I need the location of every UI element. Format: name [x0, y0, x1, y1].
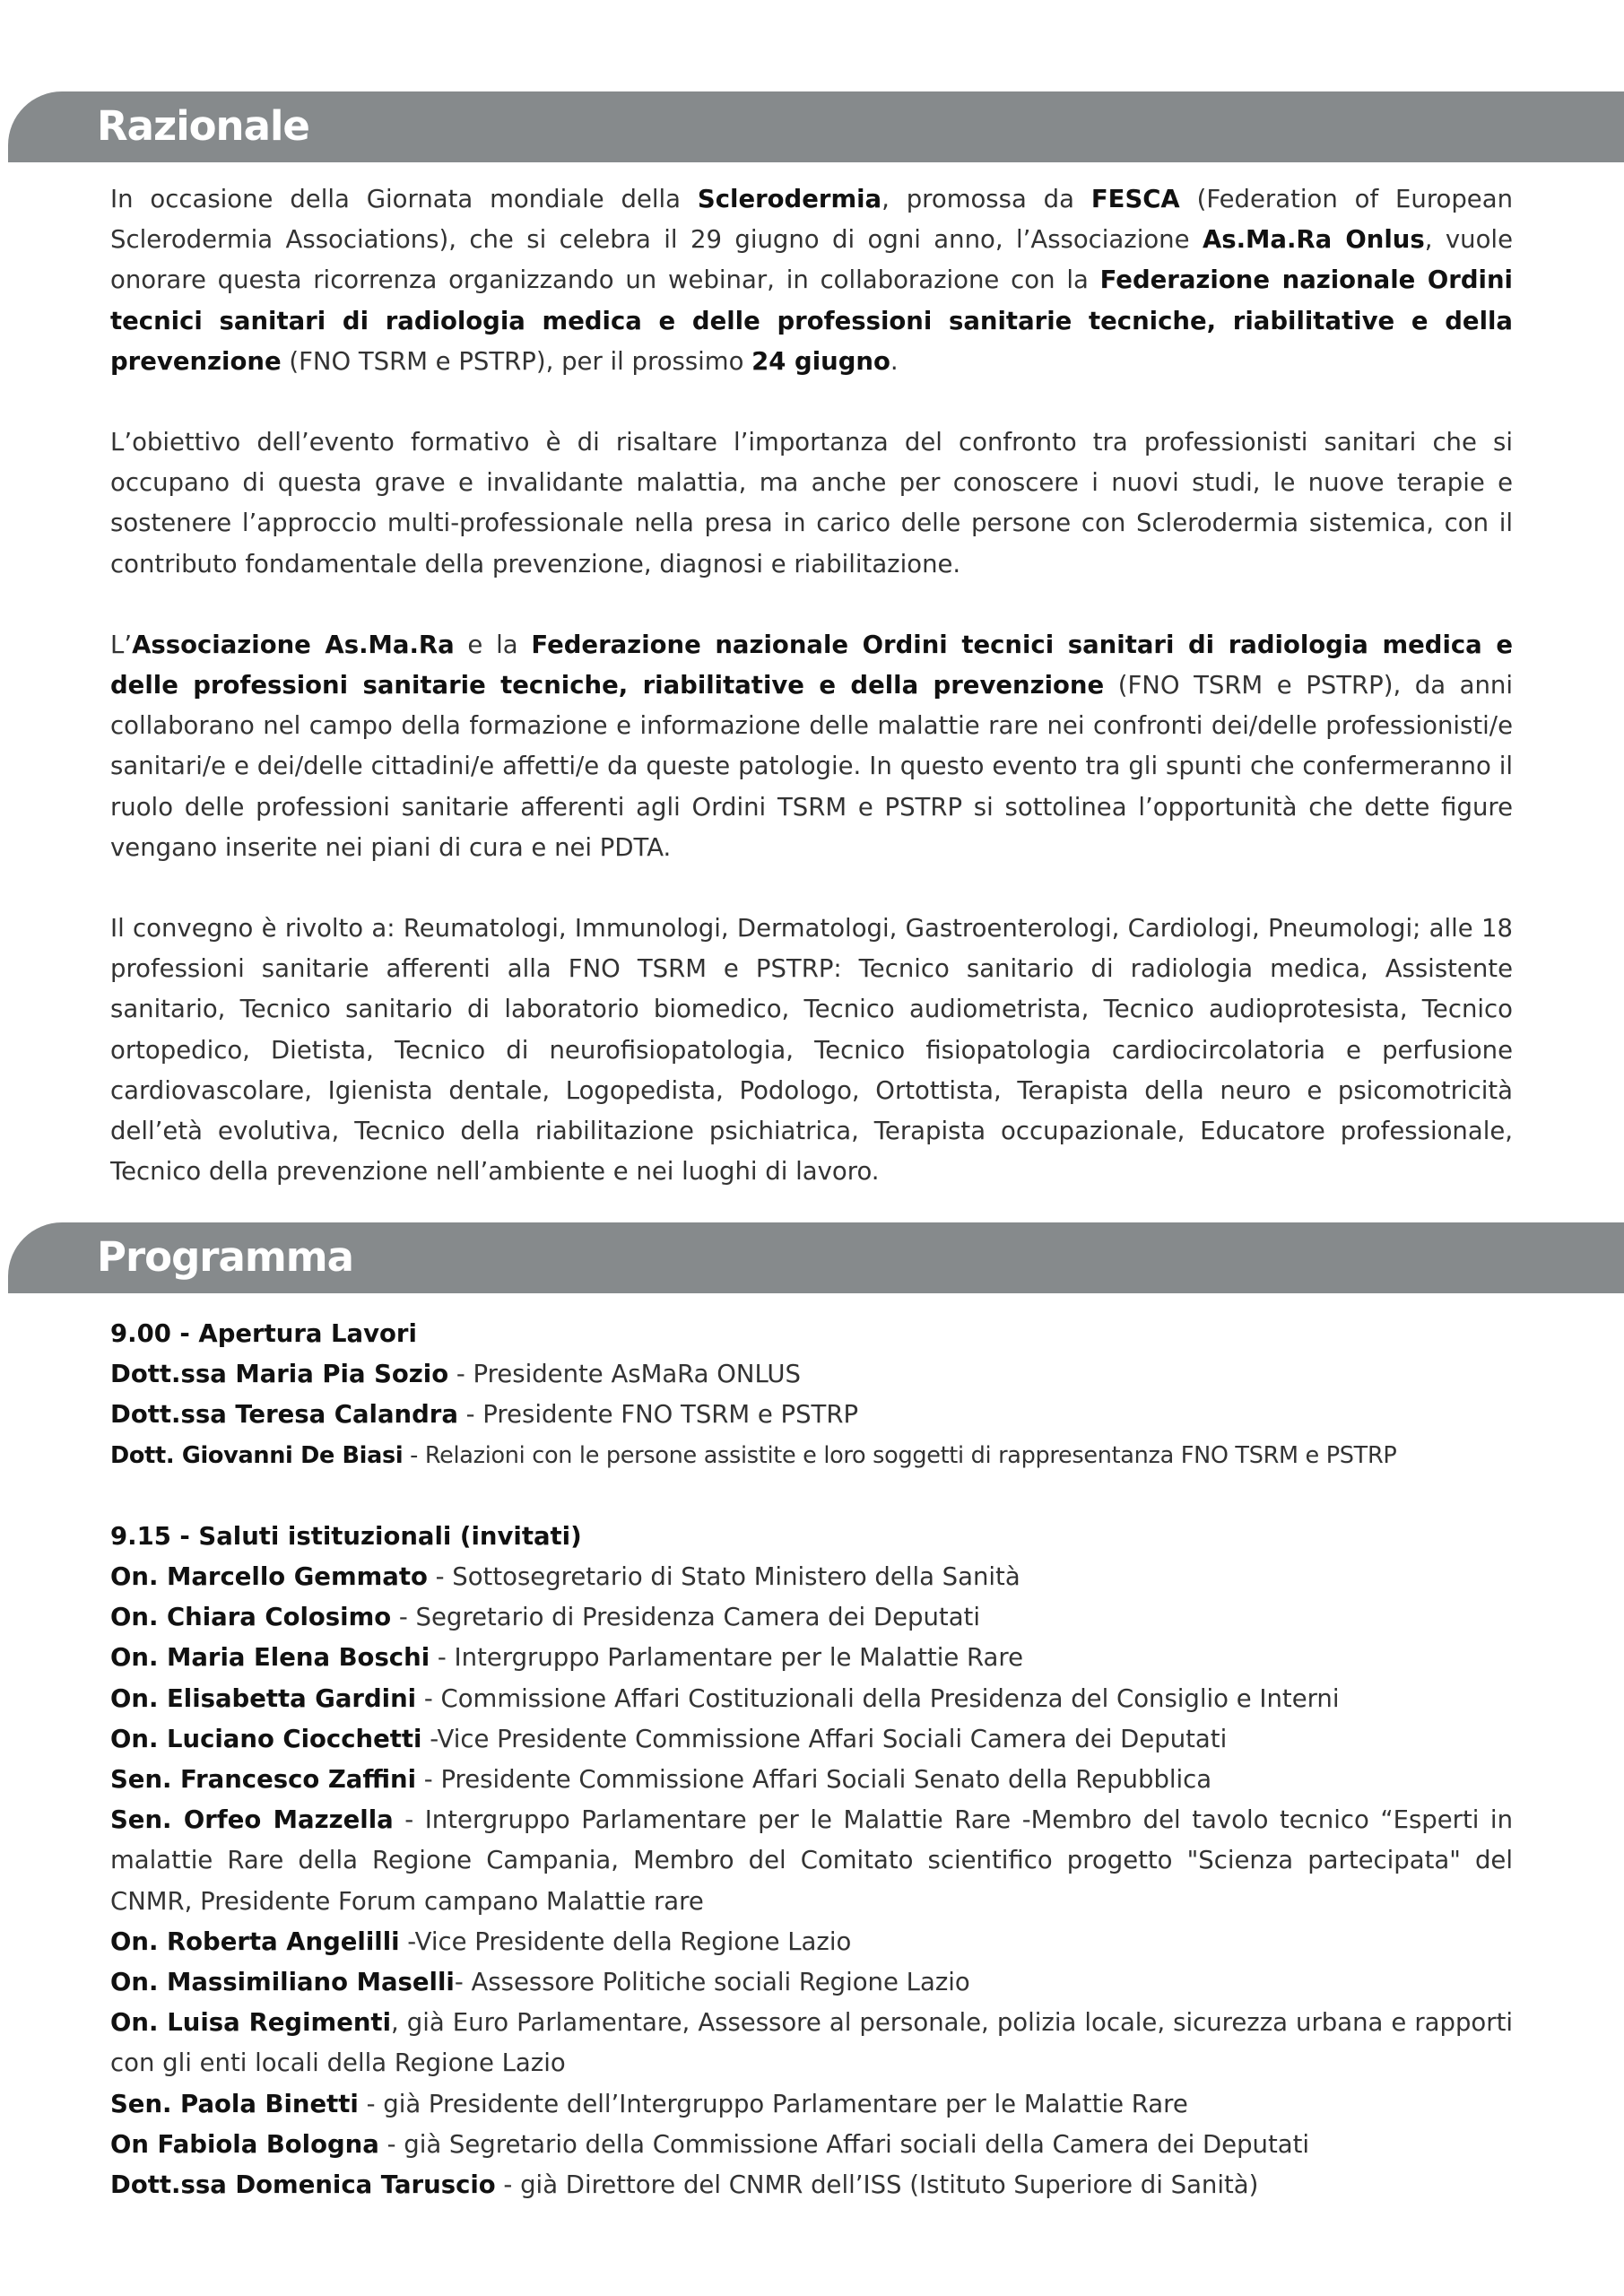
speaker-row [110, 1760, 1513, 1800]
programma-body [110, 1314, 1513, 2246]
speaker-name: Dott.ssa Teresa Calandra [110, 1400, 458, 1430]
speaker-name: On. Marcello Gemmato [110, 1562, 428, 1592]
speaker-name: On. Maria Elena Boschi [110, 1643, 430, 1673]
speaker-row [110, 1638, 1513, 1678]
speaker-role: - Relazioni con le persone assistite e loro soggetti di rappresentanza FNO TSRM e PSTRP [403, 1441, 1397, 1469]
speaker-role: - già Direttore del CNMR dell’ISS (Istituto Superiore di Sanità) [495, 2170, 1259, 2200]
speaker-row [110, 1597, 1513, 1638]
speaker-name: Dott.ssa Domenica Taruscio [110, 2170, 496, 2200]
speaker-name: On. Elisabetta Gardini [110, 1683, 417, 1713]
razionale-paragraph-2: L’obiettivo dell’evento formativo è di risaltare l’importanza del confronto tra professionisti sanitari che si occupano di questa grave e invalidante malattia, ma anche per conoscere i nuovi studi, le nuove terapie e sostenere l’approccio multi-professionale nella presa in carico delle persone con Sclerodermia sistemica, con il contributo fondamentale della prevenzione, diagnosi e riabilitazione. [110, 428, 1513, 578]
speaker-role: - Presidente FNO TSRM e PSTRP [457, 1400, 859, 1430]
razionale-body [110, 179, 1513, 1232]
speaker-role: -Vice Presidente Commissione Affari Sociali Camera dei Deputati [421, 1724, 1228, 1753]
speaker-role: - Intergruppo Parlamentare per le Malattie Rare [430, 1643, 1024, 1673]
speaker-name: Sen. Paola Binetti [110, 2089, 359, 2118]
speaker-row [110, 1962, 1513, 2003]
speaker-name: Dott. Giovanni De Biasi [110, 1441, 404, 1469]
speaker-row [110, 1719, 1513, 1760]
speaker-role: - Presidente Commissione Affari Sociali Senato della Repubblica [416, 1765, 1212, 1795]
speaker-name: Dott.ssa Maria Pia Sozio [110, 1360, 449, 1389]
speaker-row [110, 1557, 1513, 1597]
section-title-programma: Programma [97, 1233, 354, 1281]
speaker-name: Sen. Francesco Zaffini [110, 1765, 417, 1795]
text-run: In occasione della Giornata mondiale della [110, 185, 698, 213]
speaker-role: - Sottosegretario di Stato Ministero della Sanità [427, 1562, 1020, 1592]
bold-text-run: Federazione nazionale Ordini tecnici sanitari di radiologia medica e delle professioni sanitarie tecniche, riabilitative e della prevenzione [110, 630, 1513, 700]
razionale-paragraph-1 [110, 179, 1513, 382]
speaker-row [110, 1395, 1513, 1435]
bold-text-run: Associazione As.Ma.Ra [132, 630, 455, 659]
speaker-role: - Assessore Politiche sociali Regione Lazio [454, 1968, 970, 1997]
text-run: , promossa da [881, 185, 1091, 213]
speaker-role: , già Euro Parlamentare, Assessore al personale, polizia locale, sicurezza urbana e rapporti con gli enti locali della Regione Lazio [110, 2008, 1513, 2078]
section-banner-razionale [8, 91, 1624, 162]
text-run: L’ [110, 630, 133, 659]
speaker-name: On. Roberta Angelilli [110, 1926, 400, 1956]
text-run: . [890, 346, 899, 376]
session-time-title: 9.00 - Apertura Lavori [110, 1319, 417, 1348]
speaker-name: On. Luisa Regimenti [110, 2008, 391, 2038]
speaker-role: - Segretario di Presidenza Camera dei Deputati [391, 1603, 980, 1632]
session-time-title: 9.15 - Saluti istituzionali (invitati) [110, 1521, 582, 1551]
text-run: (FNO TSRM e PSTRP), per il prossimo [281, 346, 752, 376]
bold-text-run: 24 giugno [751, 346, 890, 376]
speaker-name: On. Chiara Colosimo [110, 1603, 392, 1632]
program-session [110, 1517, 1513, 2205]
speaker-name: Sen. Orfeo Mazzella [110, 1805, 394, 1835]
razionale-paragraph-3 [110, 625, 1513, 868]
speaker-role: - Presidente AsMaRa ONLUS [448, 1360, 802, 1389]
speaker-role: - Intergruppo Parlamentare per le Malattie Rare -Membro del tavolo tecnico “Esperti in malattie Rare della Regione Campania, Membro del Comitato scientifico progetto "Scienza partecipata" del CNMR, Presidente Forum campano Malattie rare [110, 1805, 1513, 1916]
bold-text-run: Sclerodermia [697, 185, 882, 213]
text-run: e la [454, 630, 532, 659]
speaker-role: - Commissione Affari Costituzionali della Presidenza del Consiglio e Interni [416, 1683, 1340, 1713]
bold-text-run: As.Ma.Ra Onlus [1202, 225, 1425, 255]
speaker-role: - già Presidente dell’Intergruppo Parlamentare per le Malattie Rare [358, 2089, 1188, 2118]
speaker-row [110, 2125, 1513, 2165]
text-run: (FNO TSRM e PSTRP), da anni collaborano nel campo della formazione e informazione delle malattie rare nei confronti dei/delle professionisti/e sanitari/e e dei/delle cittadini/e affetti/e da queste patologie. In questo evento tra gli spunti che confermeranno il ruolo delle professioni sanitarie afferenti agli Ordini TSRM e PSTRP si sottolinea l’opportunità che dette figure vengano inserite nei piani di cura e nei PDTA. [110, 671, 1513, 862]
section-title-razionale: Razionale [97, 102, 309, 150]
speaker-row [110, 1800, 1513, 1922]
speaker-name: On. Massimiliano Maselli [110, 1968, 455, 1997]
speaker-row [110, 1354, 1513, 1395]
bold-text-run: Federazione nazionale Ordini tecnici sanitari di radiologia medica e delle professioni sanitarie tecniche, riabilitative e della prevenzione [110, 265, 1513, 376]
section-banner-programma [8, 1222, 1624, 1293]
speaker-row [110, 2165, 1513, 2205]
speaker-role: -Vice Presidente della Regione Lazio [399, 1926, 852, 1956]
speaker-row [110, 2084, 1513, 2125]
text-run: , vuole onorare questa ricorrenza organizzando un webinar, in collaborazione con la [110, 225, 1513, 295]
speaker-name: On. Luciano Ciocchetti [110, 1724, 422, 1753]
speaker-name: On Fabiola Bologna [110, 2129, 379, 2159]
bold-text-run: FESCA [1090, 185, 1180, 213]
text-run: (Federation of European Sclerodermia Associations), che si celebra il 29 giugno di ogni anno, l’Associazione [110, 185, 1513, 255]
speaker-row [110, 1436, 1513, 1476]
speaker-row [110, 1922, 1513, 1962]
razionale-paragraph-4: Il convegno è rivolto a: Reumatologi, Immunologi, Dermatologi, Gastroenterologi, Cardiologi, Pneumologi; alle 18 professioni sanitarie afferenti alla FNO TSRM e PSTRP: Tecnico sanitario di radiologia medica, Assistente sanitario, Tecnico sanitario di laboratorio biomedico, Tecnico audiometrista, Tecnico audioprotesista, Tecnico ortopedico, Dietista, Tecnico di neurofisiopatologia, Tecnico fisiopatologia cardiocircolatoria e perfusione cardiovascolare, Igienista dentale, Logopedista, Podologo, Ortottista, Terapista della neuro e psicomotricità dell’età evolutiva, Tecnico della riabilitazione psichiatrica, Terapista occupazionale, Educatore professionale, Tecnico della prevenzione nell’ambiente e nei luoghi di lavoro. [110, 914, 1513, 1187]
speaker-row [110, 2003, 1513, 2083]
speaker-role: - già Segretario della Commissione Affari sociali della Camera dei Deputati [378, 2129, 1310, 2159]
program-session [110, 1314, 1513, 1476]
speaker-row [110, 1679, 1513, 1719]
